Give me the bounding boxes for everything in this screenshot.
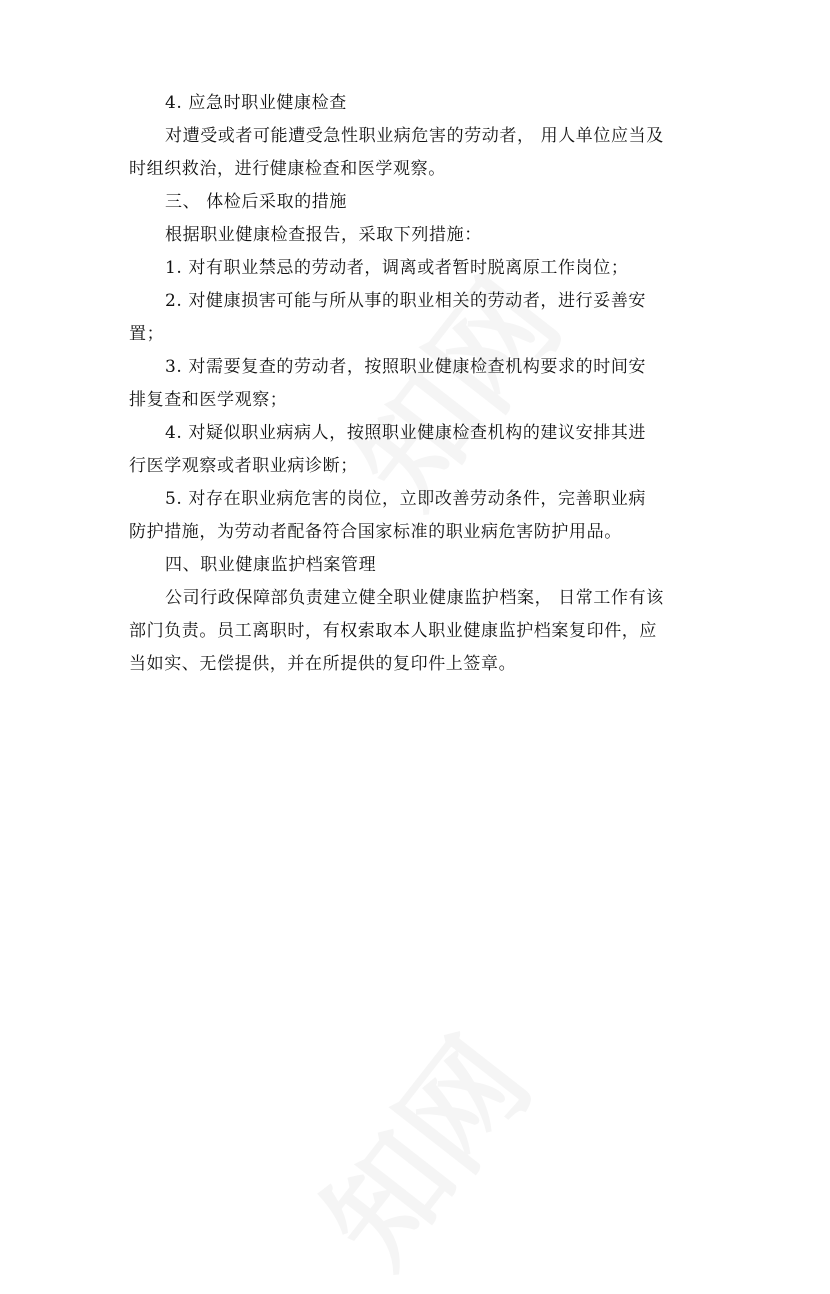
paragraph-line: 根据职业健康检查报告，采取下列措施：: [165, 225, 482, 245]
paragraph-line: 时组织救治，进行健康检查和医学观察。: [129, 159, 446, 179]
document-body: [129, 89, 719, 678]
paragraph-line: 公司行政保障部负责建立健全职业健康监护档案， 日常工作有该: [165, 588, 664, 608]
list-item-continuation: 置；: [129, 324, 165, 344]
watermark-text: [300, 1015, 557, 1290]
list-item-continuation: 防护措施，为劳动者配备符合国家标准的职业病危害防护用品。: [129, 522, 622, 542]
section-heading: 四、职业健康监护档案管理: [165, 555, 377, 575]
list-item: 3. 对需要复查的劳动者，按照职业健康检查机构要求的时间安: [165, 357, 647, 377]
section-heading: 4. 应急时职业健康检查: [165, 93, 347, 113]
paragraph-line: 当如实、无偿提供，并在所提供的复印件上签章。: [129, 654, 517, 674]
list-item: 1. 对有职业禁忌的劳动者，调离或者暂时脱离原工作岗位；: [165, 258, 629, 278]
list-item: 2. 对健康损害可能与所从事的职业相关的劳动者，进行妥善安: [165, 291, 647, 311]
paragraph-line: 部门负责。员工离职时，有权索取本人职业健康监护档案复印件，应: [129, 621, 657, 641]
list-item: 4. 对疑似职业病病人，按照职业健康检查机构的建议安排其进: [165, 423, 647, 443]
watermark: [278, 998, 561, 1293]
paragraph-line: 对遭受或者可能遭受急性职业病危害的劳动者， 用人单位应当及: [165, 126, 664, 146]
section-heading: 三、 体检后采取的措施: [165, 192, 348, 212]
list-item-continuation: 排复查和医学观察；: [129, 390, 288, 410]
list-item: 5. 对存在职业病危害的岗位，立即改善劳动条件，完善职业病: [165, 489, 647, 509]
list-item-continuation: 行医学观察或者职业病诊断；: [129, 456, 358, 476]
